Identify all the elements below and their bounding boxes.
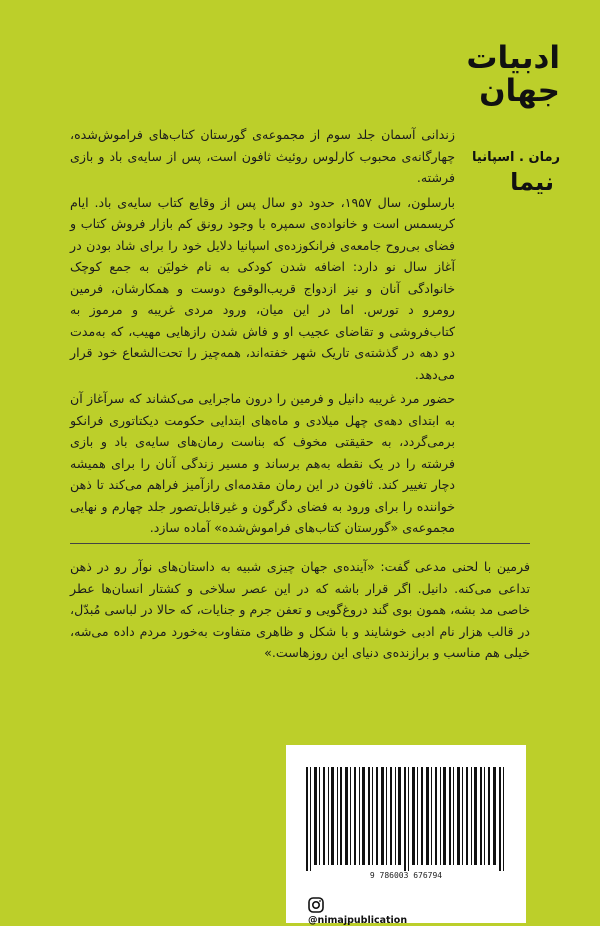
social-link[interactable] xyxy=(308,893,508,926)
instagram-handle[interactable]: @nimajpublication xyxy=(308,915,408,926)
book-quote xyxy=(70,556,530,664)
synopsis xyxy=(70,124,455,542)
series-title xyxy=(450,42,560,108)
series-title-line1: ادبیات xyxy=(466,40,560,76)
publisher-logo: نیما xyxy=(510,168,554,196)
barcode-panel xyxy=(286,745,526,926)
synopsis-paragraph-2: بارسلون، سال ۱۹۵۷، حدود دو سال پس از وقایع کتاب سایه‌ی باد. ایام کریسمس است و خانواده‌ی سمپره با وجود رونق کم بازار فروش کتاب و فضای بی‌روح جامعه‌ی فرانکوزده‌ی اسپانیا دلایل خود را برای شاد بودن در آغاز سال نو دارد: اضافه شدن کودکی به نام خولیَن به جمع کوچک خانوادگی آنان و نیز ازدواج قریب‌الوقوع دوست و همکارشان، فرمین رومرو د تورس. اما در این میان، ورود مردی غریبه و مرموز به کتاب‌فروشی و تقاضای عجیب او و فاش شدن رازهایی مهیب، که به‌مدت دو دهه در گذشته‌ی تاریک شهر خفته‌اند، همه‌چیز را تحت‌الشعاع خود قرار می‌دهد. xyxy=(70,194,455,382)
barcode-graphic xyxy=(300,767,512,877)
series-title-line2: جهان xyxy=(479,73,560,109)
quote-text: فرمین با لحنی مدعی گفت: «آینده‌ی جهان چیزی شبیه به داستان‌های نوآر رو در ذهن تداعی می‌کنه. دانیل. اگر قرار باشه که در این عصر سلاخی و کشتار انسان‌ها عطر خاصی مد بشه، همون بوی گند دروغ‌گویی و تعفن جرم و جنایات، که حالا در لباسی مُبدّل، در قالب هزار نام ادبی خوشایند و با شکل و ظاهری متفاوت به‌خورد مردم داده می‌شه، خیلی هم مناسب و برازنده‌ی دنیای این روزهاست.» xyxy=(70,559,530,660)
synopsis-paragraph-3: حضور مرد غریبه دانیل و فرمین را درون ماجرایی می‌کشاند که سرآغاز آن به ابتدای دهه‌ی چهل میلادی و ماه‌های ابتدایی حکومت دیکتاتوری فرانکو برمی‌گردد، به حقیقتی مخوف که بناست رمان‌های سایه‌ی باد و بازی فرشته را در یک نقطه به‌هم برساند و مسیر زندگی آنان را برای همیشه دچار تغییر کند. ثافون در این رمان مقدمه‌ای رازآمیز فراهم می‌کند تا ذهن خواننده را برای ورود به فضای دگرگون و غیرقابل‌تصور جلد چهارم و نهایی مجموعه‌ی «گورستان کتاب‌های فراموش‌شده» آماده سازد. xyxy=(70,391,455,535)
synopsis-paragraph-1: زندانی آسمان جلد سوم از مجموعه‌ی گورستان کتاب‌های فراموش‌شده، چهارگانه‌ی محبوب کارلوس روئیث ثافون است، پس از سایه‌ی باد و بازی فرشته. xyxy=(70,127,455,185)
barcode-icon xyxy=(300,767,512,877)
isbn-number: 9 786003 676794 xyxy=(369,871,443,880)
genre-label: رمان . اسپانیا xyxy=(472,150,560,165)
section-divider xyxy=(70,543,530,544)
instagram-icon xyxy=(308,897,324,913)
